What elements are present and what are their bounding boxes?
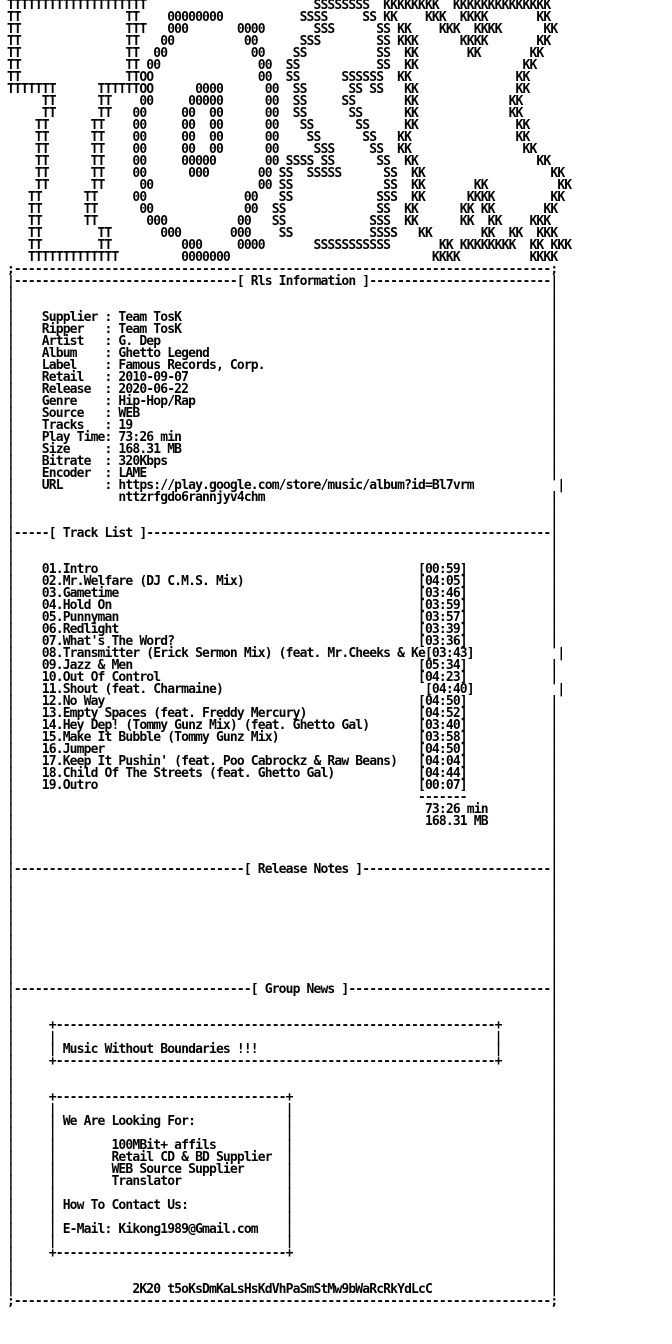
nfo-line: | 168.31 MB | (0, 814, 558, 829)
nfo-line: | 05.Punnyman [03:57] | (0, 610, 558, 625)
nfo-line: | 04.Hold On [03:59] | (0, 598, 558, 613)
nfo-line: |--------------------------------[ Rls Information ]--------------------------| (0, 274, 558, 289)
nfo-line: | 13.Empty Spaces (feat. Freddy Mercury) [04:52] | (0, 706, 558, 721)
nfo-line: TTTTTTTTTTTTTTTTTTTT SSSSSSSS KKKKKKKK KKKKKKKKKKKKKK (0, 0, 551, 13)
nfo-line: |-----[ Track List ]----------------------------------------------------------| (0, 526, 558, 541)
nfo-line: TTTTTTTTTTTTT 0000000 KKKK KKKK (0, 250, 558, 265)
nfo-line: TT TT 000 0000 SSSSSSSSSSS KK KKKKKKKK KK KKK (0, 238, 572, 253)
nfo-line: | | Retail CD & BD Supplier | | (0, 1150, 558, 1165)
nfo-line: TT TT 00000000 SSSS SS KK KKK KKKK KK (0, 10, 551, 25)
nfo-line: | | (0, 970, 558, 985)
nfo-line: TT TT 00 00 SS SS KK KK KK (0, 178, 572, 193)
nfo-line: | +---------------------------------+ | (0, 1090, 558, 1105)
nfo-line: | nttzrfgdo6rannjyv4chm | (0, 490, 558, 505)
nfo-line: | | (0, 934, 558, 949)
nfo-line: | | (0, 874, 558, 889)
nfo-line: | URL : https://play.google.com/store/music/album?id=Bl7vrm | (0, 478, 565, 493)
nfo-line: TT TTT 000 0000 SSS SS KK KKK KKKK KK (0, 22, 558, 37)
nfo-line: | 07.What's The Word? [03:36] | (0, 634, 558, 649)
nfo-line: | | (0, 838, 558, 853)
nfo-line: | | (0, 538, 558, 553)
nfo-line: | | (0, 922, 558, 937)
nfo-line: TT TT 00 00 00 00 SSS SS KK KK (0, 142, 537, 157)
nfo-line: TT TT 00 00000 00 SS SS KK KK (0, 94, 523, 109)
nfo-line: | | (0, 826, 558, 841)
nfo-line: | | | | (0, 1030, 558, 1045)
nfo-line: | Bitrate : 320Kbps | (0, 454, 558, 469)
nfo-line: | | (0, 946, 558, 961)
nfo-line: | 2K20 t5oKsDmKaLsHsKdVhPaSmStMw9bWaRcRkYdLcC | (0, 1282, 558, 1297)
nfo-line: | 19.Outro [00:07] | (0, 778, 558, 793)
nfo-line: | 10.Out Of Control [04:23] | (0, 670, 558, 685)
nfo-line: | | (0, 502, 558, 517)
nfo-line: | Label : Famous Records, Corp. | (0, 358, 558, 373)
nfo-line: TT TT 00 00 SS SS KK KK (0, 58, 537, 73)
nfo-line: | | (0, 286, 558, 301)
nfo-line: | | (0, 886, 558, 901)
nfo-line: | | | | (0, 1234, 558, 1249)
nfo-line: | 18.Child Of The Streets (feat. Ghetto Gal) [04:44] | (0, 766, 558, 781)
nfo-line: | Ripper : Team TosK | (0, 322, 558, 337)
nfo-line: | 03.Gametime [03:46] | (0, 586, 558, 601)
nfo-line: | | (0, 514, 558, 529)
nfo-line: | 17.Keep It Pushin' (feat. Poo Cabrockz & Raw Beans) [04:04] | (0, 754, 558, 769)
nfo-line: | Source : WEB | (0, 406, 558, 421)
nfo-line: | | (0, 1258, 558, 1273)
nfo-line: | Artist : G. Dep | (0, 334, 558, 349)
nfo-line: | | (0, 994, 558, 1009)
nfo-line: | | | | (0, 1102, 558, 1117)
nfo-line: | Tracks : 19 | (0, 418, 558, 433)
nfo-line: TT TT 00 000 00 SS SSSSS SS KK KK (0, 166, 565, 181)
nfo-line: TT TT 00 00 SS SS KK KK KK (0, 46, 544, 61)
nfo-line: | | Translator | | (0, 1174, 558, 1189)
nfo-line: | | (0, 1006, 558, 1021)
nfo-line: | | (0, 850, 558, 865)
nfo-line: | | (0, 298, 558, 313)
nfo-line: ;-----------------------------------------------------------------------------; (0, 262, 558, 277)
nfo-line: | Encoder : LAME | (0, 466, 558, 481)
nfo-line: | Genre : Hip-Hop/Rap | (0, 394, 558, 409)
nfo-line: | 73:26 min | (0, 802, 558, 817)
nfo-line: | ------- | (0, 790, 558, 805)
nfo-line: TT TT 00 00 SS SSS KK KKKK KK (0, 190, 565, 205)
nfo-line: | | (0, 910, 558, 925)
nfo-line: TT TT 000 000 SS SSSS KK KK KK KKK (0, 226, 558, 241)
nfo-line: TT TT 00 00 SSS SS KKK KKKK KK (0, 34, 551, 49)
nfo-line: | Supplier : Team TosK | (0, 310, 558, 325)
nfo-line: | Release : 2020-06-22 | (0, 382, 558, 397)
nfo-line: | 14.Hey Dep! (Tommy Gunz Mix) (feat. Ghetto Gal) [03:40] | (0, 718, 558, 733)
nfo-line: | | (0, 898, 558, 913)
nfo-line: | 01.Intro [00:59] | (0, 562, 558, 577)
nfo-line: TTTTTTT TTTTTTOO 0000 00 SS SS SS KK KK (0, 82, 530, 97)
nfo-line: | Play Time: 73:26 min | (0, 430, 558, 445)
nfo-line: | | (0, 958, 558, 973)
nfo-line: | 06.Redlight [03:39] | (0, 622, 558, 637)
nfo-line: | | 100MBit+ affils | | (0, 1138, 558, 1153)
nfo-line: | | | | (0, 1210, 558, 1225)
nfo-line: | 15.Make It Bubble (Tommy Gunz Mix) [03:58] | (0, 730, 558, 745)
nfo-line: | | WEB Source Supplier | | (0, 1162, 558, 1177)
nfo-line: | 08.Transmitter (Erick Sermon Mix) (feat. Mr.Cheeks & Ke[03:43] | (0, 646, 565, 661)
nfo-line: | +---------------------------------------------------------------+ | (0, 1054, 558, 1069)
nfo-line: | | | | (0, 1126, 558, 1141)
nfo-line: | +---------------------------------+ | (0, 1246, 558, 1261)
nfo-line: | | How To Contact Us: | | (0, 1198, 558, 1213)
nfo-line: TT TT 00 00 00 00 SS SS KK KK (0, 118, 530, 133)
nfo-line: | 02.Mr.Welfare (DJ C.M.S. Mix) [04:05] | (0, 574, 558, 589)
nfo-line: | 11.Shout (feat. Charmaine) [04:40] | (0, 682, 565, 697)
nfo-line: | | | | (0, 1186, 558, 1201)
nfo-line: TT TTOO 00 SS SSSSSS KK KK (0, 70, 530, 85)
nfo-line: | Album : Ghetto Legend | (0, 346, 558, 361)
nfo-line: | +---------------------------------------------------------------+ | (0, 1018, 558, 1033)
nfo-line: | | E-Mail: Kikong1989@Gmail.com | | (0, 1222, 558, 1237)
nfo-line: | | Music Without Boundaries !!! | | (0, 1042, 558, 1057)
nfo-line: TT TT 00 00 00 00 SS SS KK KK (0, 106, 523, 121)
nfo-line: TT TT 000 00 SS SSS KK KK KK KKK (0, 214, 551, 229)
nfo-line: | | (0, 1270, 558, 1285)
nfo-line: | 09.Jazz & Men [05:34] | (0, 658, 558, 673)
nfo-line: |---------------------------------[ Release Notes ]---------------------------| (0, 862, 558, 877)
nfo-line: | Retail : 2010-09-07 | (0, 370, 558, 385)
nfo-line: | | (0, 1078, 558, 1093)
nfo-line: TT TT 00 00 SS SS KK KK KK KK (0, 202, 558, 217)
nfo-line: |----------------------------------[ Group News ]-----------------------------| (0, 982, 558, 997)
nfo-line: | Size : 168.31 MB | (0, 442, 558, 457)
nfo-line: | | (0, 550, 558, 565)
nfo-line: | | (0, 1066, 558, 1081)
nfo-line: | 16.Jumper [04:50] | (0, 742, 558, 757)
nfo-line: | 12.No Way [04:50] | (0, 694, 558, 709)
nfo-line: TT TT 00 00 00 00 SS SS KK KK (0, 130, 530, 145)
nfo-line: ;-----------------------------------------------------------------------------; (0, 1294, 558, 1309)
nfo-line: | | We Are Looking For: | | (0, 1114, 558, 1129)
nfo-line: TT TT 00 00000 00 SSSS SS SS KK KK (0, 154, 551, 169)
